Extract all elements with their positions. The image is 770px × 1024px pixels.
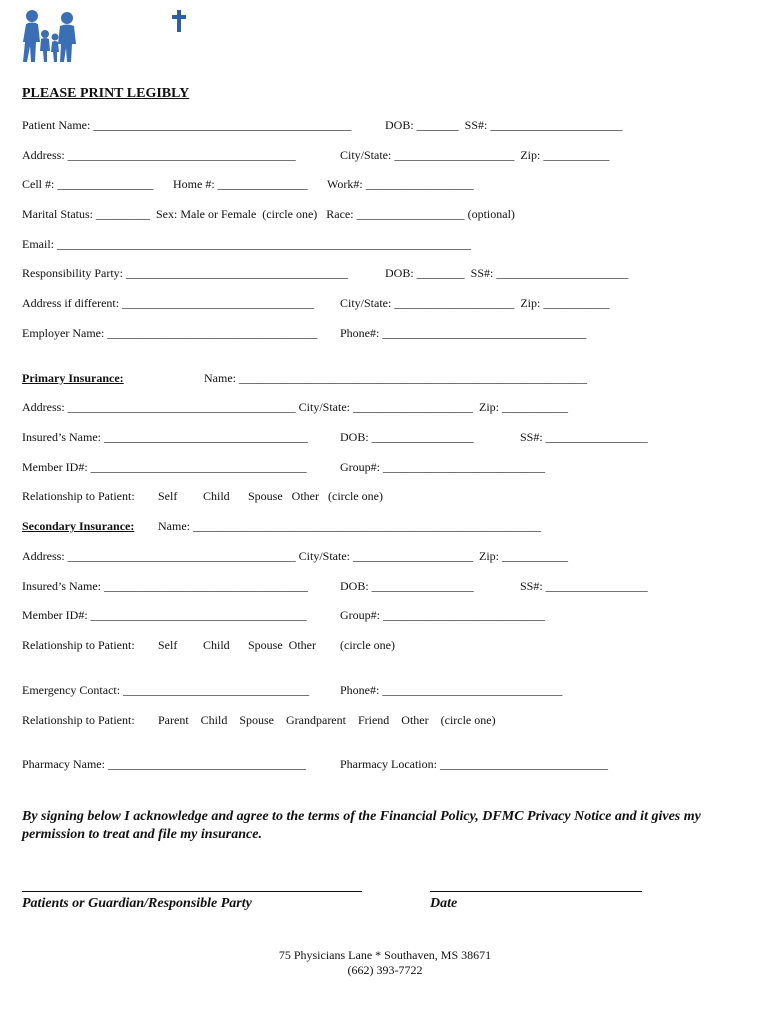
acknowledgement-text: By signing below I acknowledge and agree to the terms of the Financial Policy, DFMC Privacy Notice and it gives my permission to treat and file my insurance. bbox=[22, 809, 701, 842]
secondary-ins-field-2[interactable]: Name: __________________________________________________________ bbox=[158, 519, 541, 533]
secondary-insured-field-2[interactable]: DOB: _________________ bbox=[340, 579, 474, 593]
desoto-logo bbox=[22, 8, 192, 76]
secondary-relationship-field-3[interactable]: Child bbox=[203, 638, 230, 652]
patient-name-field-1[interactable]: Patient Name: ___________________________________________ bbox=[22, 118, 352, 132]
primary-member-field-2[interactable]: Group#: ___________________________ bbox=[340, 460, 545, 474]
address-different-field-2[interactable]: City/State: ____________________ Zip: ___________ bbox=[340, 296, 610, 310]
page-heading: PLEASE PRINT LEGIBLY bbox=[22, 86, 190, 101]
phones-field-1[interactable]: Cell #: ________________ bbox=[22, 177, 154, 191]
emergency-field-2[interactable]: Phone#: ______________________________ bbox=[340, 683, 563, 697]
emergency-relationship-field-1[interactable]: Relationship to Patient: bbox=[22, 713, 135, 727]
emergency-relationship-field-2[interactable]: Parent Child Spouse Grandparent Friend Other (circle one) bbox=[158, 713, 496, 727]
primary-relationship-field-3[interactable]: Child bbox=[203, 489, 230, 503]
address-field-1[interactable]: Address: ______________________________________ bbox=[22, 148, 296, 162]
secondary-member-field-2[interactable]: Group#: ___________________________ bbox=[340, 608, 545, 622]
employer-field-1[interactable]: Employer Name: ___________________________________ bbox=[22, 326, 318, 340]
primary-insured-field-3[interactable]: SS#: _________________ bbox=[520, 430, 648, 444]
footer-phone: (662) 393-7722 bbox=[347, 963, 423, 977]
marital-field-1[interactable]: Marital Status: _________ Sex: Male or Female (circle one) Race: __________________ (optional) bbox=[22, 207, 515, 221]
signature-line[interactable] bbox=[22, 891, 362, 892]
phones-field-2[interactable]: Home #: _______________ bbox=[173, 177, 308, 191]
footer-address: 75 Physicians Lane * Southaven, MS 38671 bbox=[278, 948, 492, 962]
primary-member-field-1[interactable]: Member ID#: ____________________________________ bbox=[22, 460, 307, 474]
primary-relationship-field-4[interactable]: Spouse Other (circle one) bbox=[248, 489, 383, 503]
primary-ins-field-2[interactable]: Name: __________________________________________________________ bbox=[204, 371, 587, 385]
secondary-insured-field-1[interactable]: Insured’s Name: __________________________________ bbox=[22, 579, 308, 593]
address-different-field-1[interactable]: Address if different: ________________________________ bbox=[22, 296, 315, 310]
secondary-relationship-field-4[interactable]: Spouse Other bbox=[248, 638, 316, 652]
responsibility-field-1[interactable]: Responsibility Party: _____________________________________ bbox=[22, 266, 349, 280]
responsibility-field-2[interactable]: DOB: ________ SS#: ______________________ bbox=[385, 266, 629, 280]
email-field-1[interactable]: Email: _____________________________________________________________________ bbox=[22, 237, 471, 251]
signature-label: Patients or Guardian/Responsible Party bbox=[22, 896, 252, 911]
secondary-relationship-field-5[interactable]: (circle one) bbox=[340, 638, 395, 652]
secondary-relationship-field-2[interactable]: Self bbox=[158, 638, 178, 652]
primary-relationship-field-2[interactable]: Self bbox=[158, 489, 178, 503]
secondary-relationship-field-1[interactable]: Relationship to Patient: bbox=[22, 638, 135, 652]
cross-icon bbox=[172, 10, 186, 32]
patient-name-field-2[interactable]: DOB: _______ SS#: ______________________ bbox=[385, 118, 623, 132]
primary-insured-field-2[interactable]: DOB: _________________ bbox=[340, 430, 474, 444]
pharmacy-field-1[interactable]: Pharmacy Name: _________________________________ bbox=[22, 757, 306, 771]
date-label: Date bbox=[430, 896, 458, 911]
primary-ins-field-1[interactable]: Primary Insurance: bbox=[22, 371, 124, 385]
employer-field-2[interactable]: Phone#: __________________________________ bbox=[340, 326, 587, 340]
phones-field-3[interactable]: Work#: __________________ bbox=[327, 177, 474, 191]
secondary-ins-field-1[interactable]: Secondary Insurance: bbox=[22, 519, 135, 533]
pharmacy-field-2[interactable]: Pharmacy Location: ____________________________ bbox=[340, 757, 608, 771]
secondary-member-field-1[interactable]: Member ID#: ____________________________________ bbox=[22, 608, 307, 622]
primary-insured-field-1[interactable]: Insured’s Name: __________________________________ bbox=[22, 430, 308, 444]
secondary-insured-field-3[interactable]: SS#: _________________ bbox=[520, 579, 648, 593]
address-field-2[interactable]: City/State: ____________________ Zip: ___________ bbox=[340, 148, 610, 162]
primary-address-field-1[interactable]: Address: ______________________________________ City/State: ____________________ Zip: ___________ bbox=[22, 400, 568, 414]
emergency-field-1[interactable]: Emergency Contact: _______________________________ bbox=[22, 683, 310, 697]
primary-relationship-field-1[interactable]: Relationship to Patient: bbox=[22, 489, 135, 503]
secondary-address-field-1[interactable]: Address: ______________________________________ City/State: ____________________ Zip: ___________ bbox=[22, 549, 568, 563]
date-line[interactable] bbox=[430, 891, 642, 892]
family-figures-icon bbox=[22, 8, 82, 66]
